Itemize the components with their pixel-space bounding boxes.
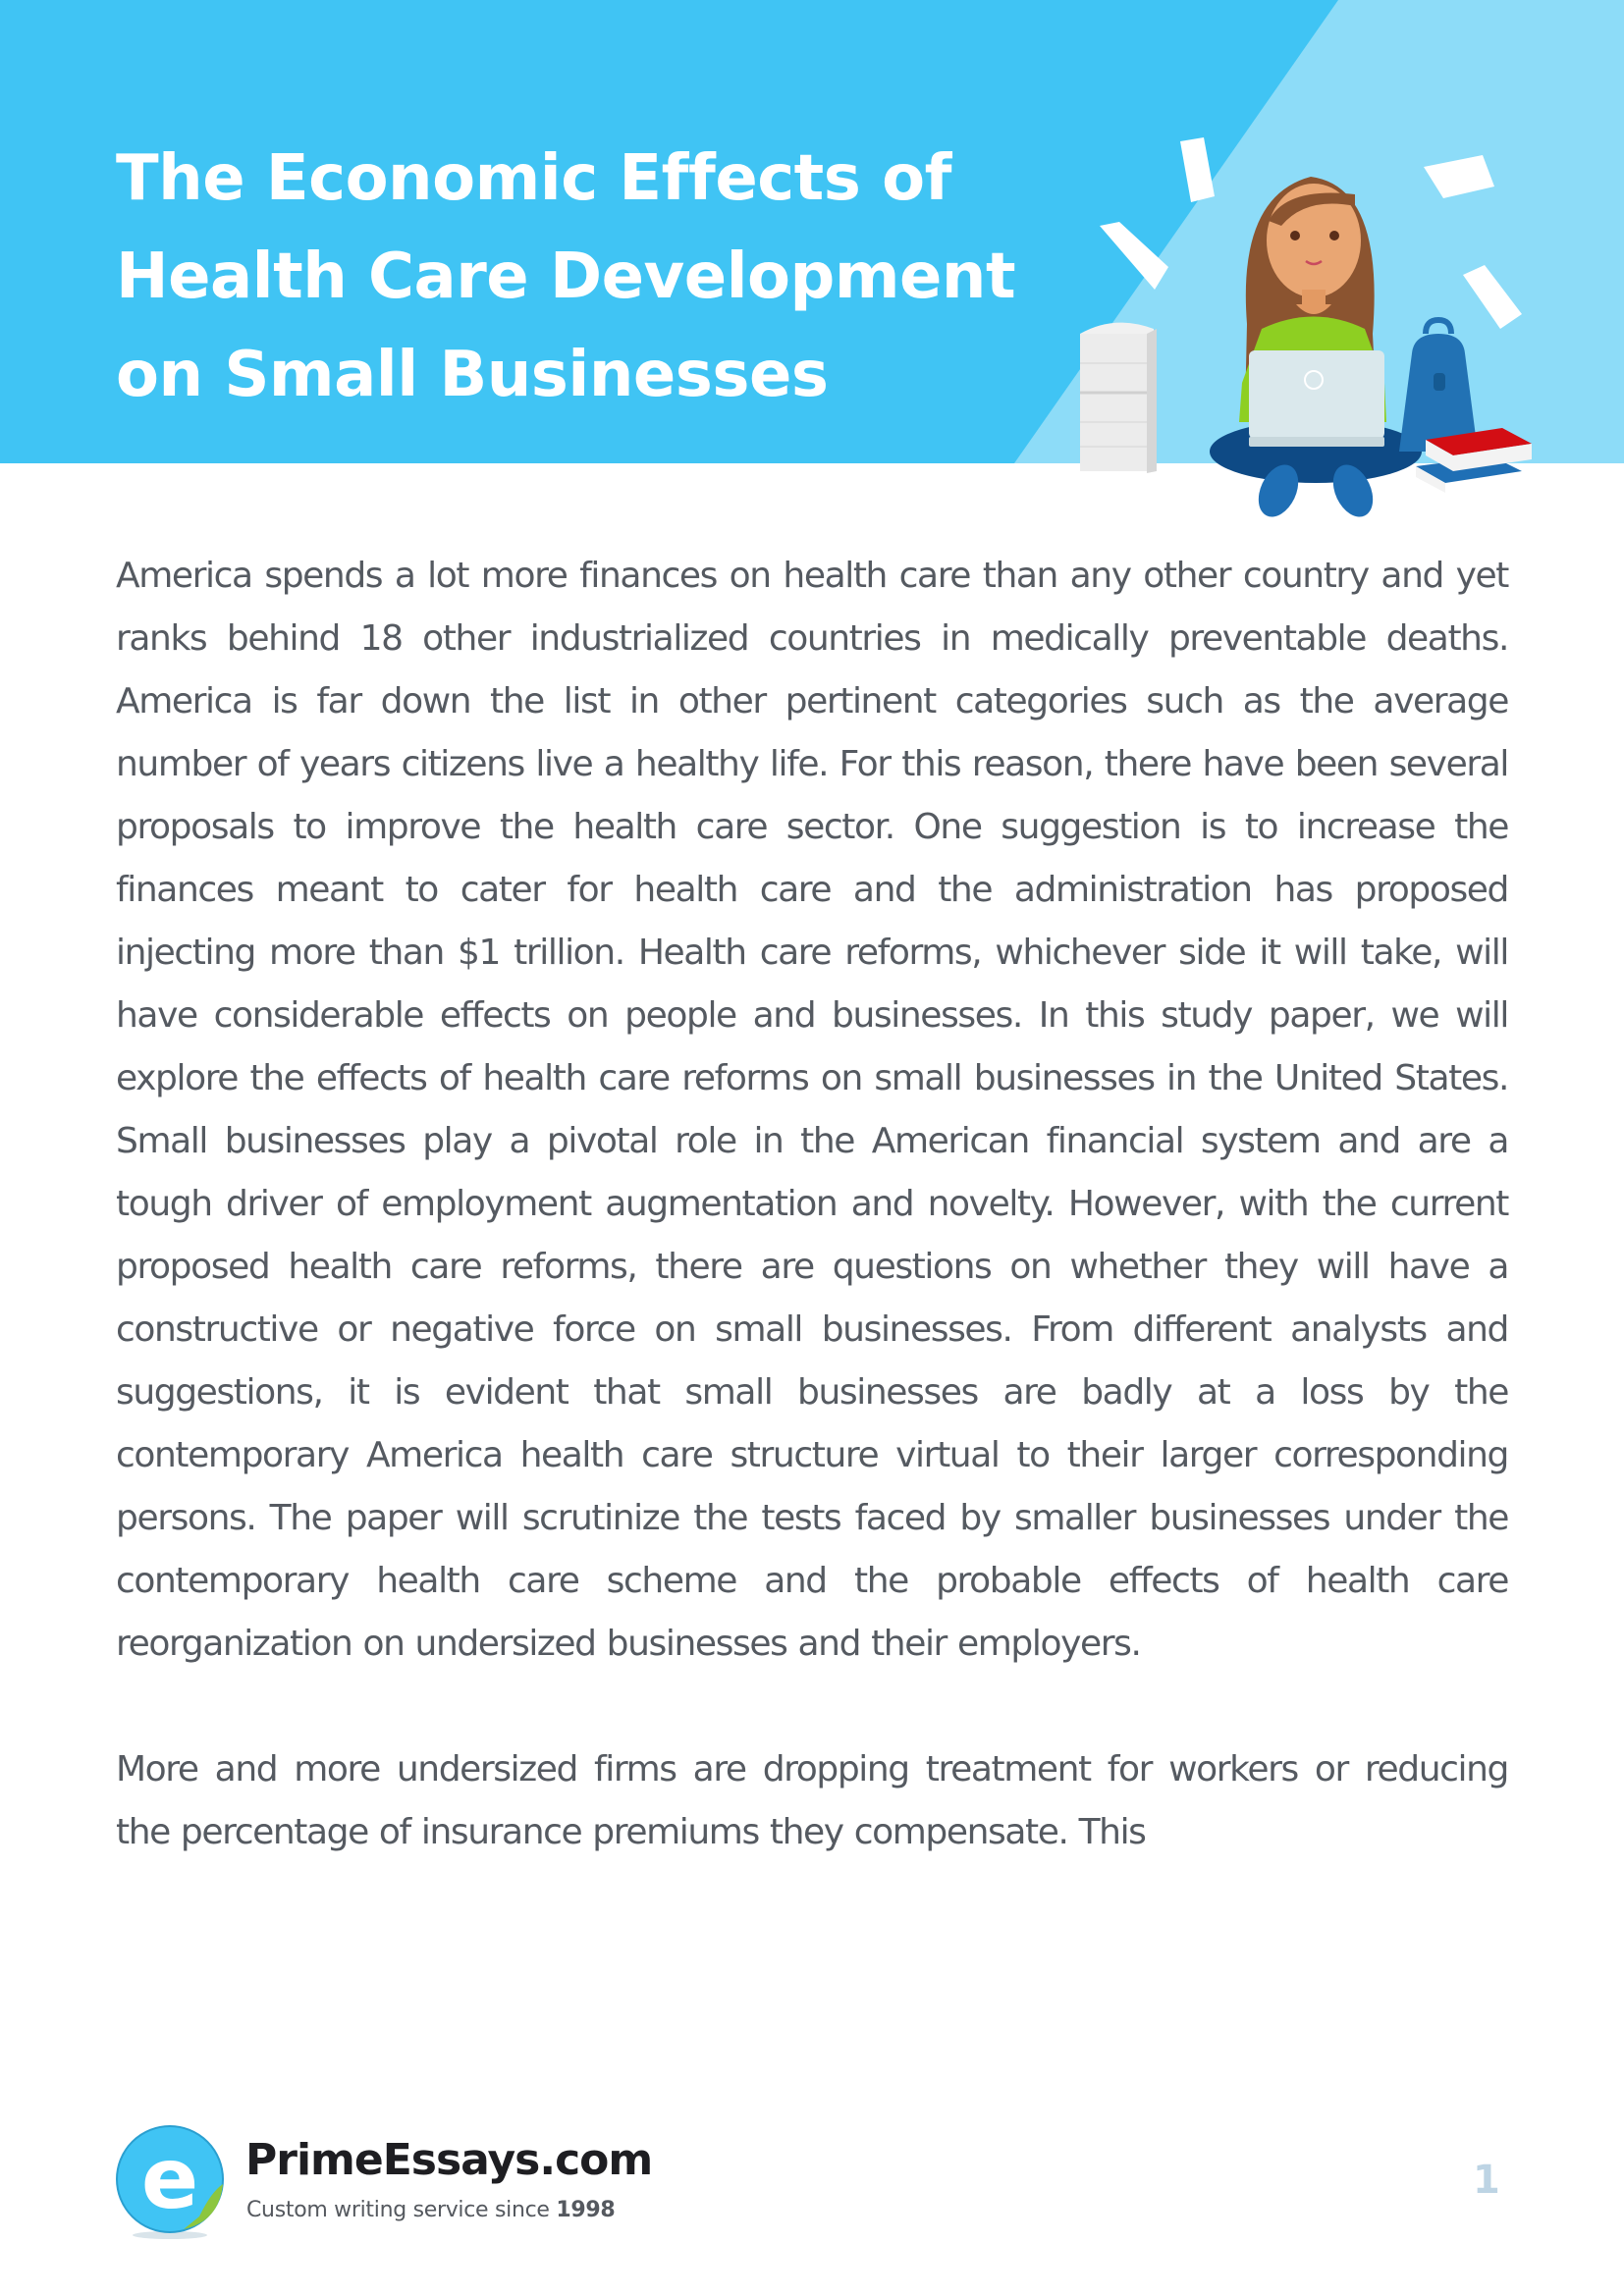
- title-line-1: The Economic Effects of: [116, 142, 951, 215]
- page-title: [116, 130, 1039, 424]
- paragraph-2: More and more undersized firms are dropping treatment for workers or reducing the percentage of insurance premiums they compensate. This: [116, 1749, 1508, 1852]
- logo-e-icon: [113, 2123, 231, 2241]
- paragraph-1: America spends a lot more finances on health care than any other country and yet ranks behind 18 other industrialized countries in medically preventable deaths. America is far down the list in other pertinent categories such as the average number of years citizens live a healthy life. For this reason, there have been several proposals to improve the health care sector. One suggestion is to increase the finances meant to cater for health care and the administration has proposed injecting more than $1 trillion. Health care reforms, whichever side it will take, will have considerable effects on people and businesses. In this study paper, we will explore the effects of health care reforms on small businesses in the United States. Small businesses play a pivotal role in the American financial system and are a tough driver of employment augmentation and novelty. However, with the current proposed health care reforms, there are questions on whether they will have a constructive or negative force on small businesses. From different analysts and suggestions, it is evident that small businesses are badly at a loss by the contemporary America health care structure virtual to their larger corresponding persons. The paper will scrutinize the tests faced by smaller businesses under the contemporary health care scheme and the probable effects of health care reorganization on undersized businesses and their employers.: [116, 556, 1508, 1664]
- page-number: 1: [1473, 2158, 1500, 2203]
- title-line-2: Health Care Development: [116, 240, 1016, 313]
- svg-text:e: e: [140, 2130, 199, 2228]
- laptop-icon: [1249, 350, 1384, 447]
- student-illustration: [1060, 128, 1551, 520]
- brand-tagline: [246, 2198, 615, 2222]
- title-line-3: on Small Businesses: [116, 339, 829, 411]
- essay-body: [116, 545, 1508, 1864]
- backpack-icon: [1399, 320, 1478, 452]
- tagline-year: 1998: [556, 2198, 616, 2222]
- brand-name: PrimeEssays.com: [245, 2135, 653, 2185]
- brand-logo[interactable]: [113, 2123, 702, 2241]
- tagline-text: Custom writing service since: [246, 2198, 557, 2222]
- paper-stack-icon: [1080, 323, 1157, 473]
